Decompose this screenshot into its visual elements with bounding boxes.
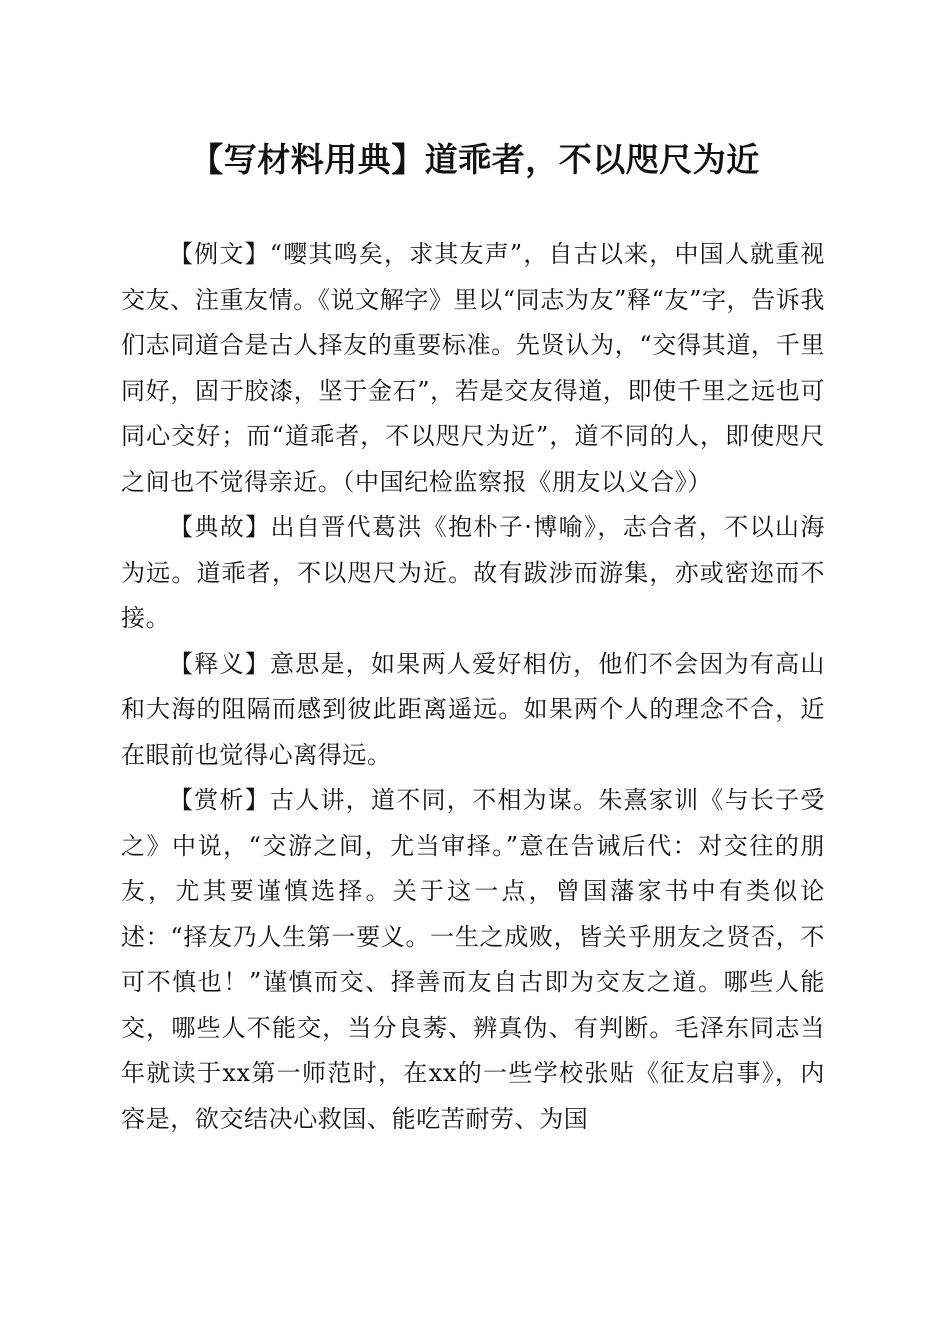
document-title: 【写材料用典】道乖者，不以咫尺为近	[190, 140, 760, 179]
document-body	[121, 232, 825, 1142]
paragraph-example: 【例文】“嘤其鸣矣，求其友声”，自古以来，中国人就重视交友、注重友情。《说文解字》里以“同志为友”释“友”字，告诉我们志同道合是古人择友的重要标准。先贤认为，“交得其道，千里同好，固于胶漆，坚于金石”，若是交友得道，即使千里之远也可同心交好；而“道乖者，不以咫尺为近”，道不同的人，即使咫尺之间也不觉得亲近。（中国纪检监察报《朋友以义合》）	[121, 240, 825, 496]
paragraph-meaning: 【释义】意思是，如果两人爱好相仿，他们不会因为有高山和大海的阻隔而感到彼此距离遥远。如果两个人的理念不合，近在眼前也觉得心离得远。	[121, 649, 825, 769]
paragraph-allusion: 【典故】出自晋代葛洪《抱朴子·博喻》，志合者，不以山海为远。道乖者，不以咫尺为近。故有跋涉而游集，亦或密迩而不接。	[121, 513, 825, 632]
paragraph-appreciation: 【赏析】古人讲，道不同，不相为谋。朱熹家训《与长子受之》中说，“交游之间，尤当审择。”意在告诫后代：对交往的朋友，尤其要谨慎选择。关于这一点，曾国藩家书中有类似论述：“择友乃人生第一要义。一生之成败，皆关乎朋友之贤否，不可不慎也！”谨慎而交、择善而友自古即为交友之道。哪些人能交，哪些人不能交，当分良莠、辨真伪、有判断。毛泽东同志当年就读于xx第一师范时，在xx的一些学校张贴《征友启事》，内容是，欲交结决心救国、能吃苦耐劳、为国	[121, 786, 825, 1133]
